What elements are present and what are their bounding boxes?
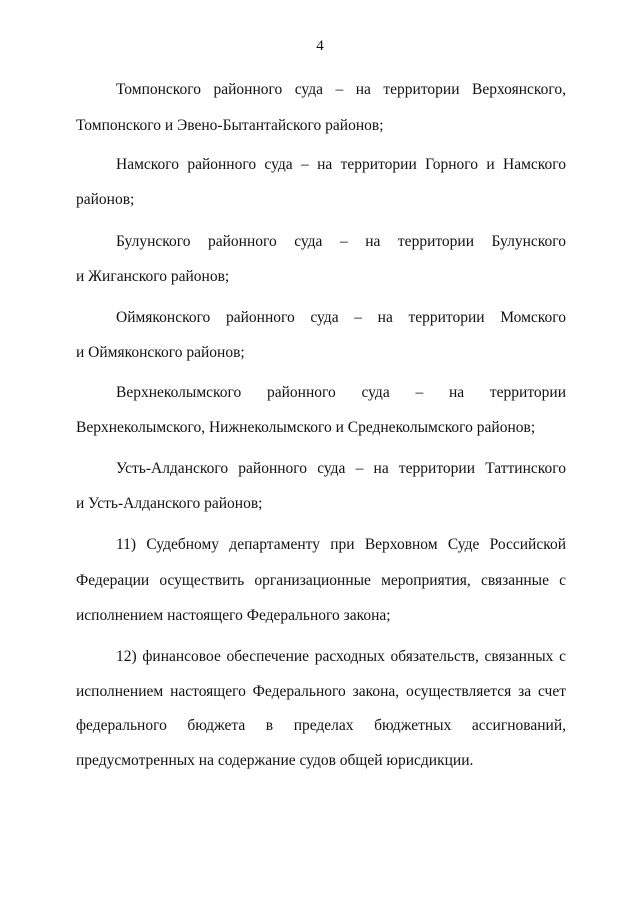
paragraph-line: и Оймяконского районов; [76, 344, 245, 361]
paragraph-line: Верхнеколымского районного суда – на территории [116, 384, 566, 401]
paragraph-line: предусмотренных на содержание судов общей юрисдикции. [76, 752, 474, 769]
paragraph-line: Булунского районного суда – на территории Булунского [116, 233, 566, 250]
paragraph-line: и Усть-Алданского районов; [76, 495, 263, 512]
paragraph-line: Усть-Алданского районного суда – на территории Таттинского [116, 460, 566, 477]
paragraph-line: Оймяконского районного суда – на территории Момского [116, 309, 566, 326]
paragraph-line: районов; [76, 191, 135, 208]
paragraph-line: Верхнеколымского, Нижнеколымского и Среднеколымского районов; [76, 419, 536, 436]
paragraph-line: Намского районного суда – на территории Горного и Намского [116, 156, 566, 173]
page-number: 4 [316, 38, 324, 54]
paragraph-line: 12) финансовое обеспечение расходных обязательств, связанных с [116, 648, 566, 665]
paragraph-line: Томпонского районного суда – на территории Верхоянского, [116, 81, 566, 98]
paragraph-line: Федерации осуществить организационные мероприятия, связанные с [76, 572, 566, 589]
paragraph-line: и Жиганского районов; [76, 268, 230, 285]
paragraph-line: исполнением настоящего Федерального закона; [76, 607, 391, 624]
paragraph-line: 11) Судебному департаменту при Верховном Суде Российской [116, 536, 566, 553]
paragraph-line: федерального бюджета в пределах бюджетных ассигнований, [76, 717, 566, 734]
paragraph-line: Томпонского и Эвено-Бытантайского районов; [76, 117, 384, 134]
paragraph-line: исполнением настоящего Федерального закона, осуществляется за счет [76, 683, 566, 700]
